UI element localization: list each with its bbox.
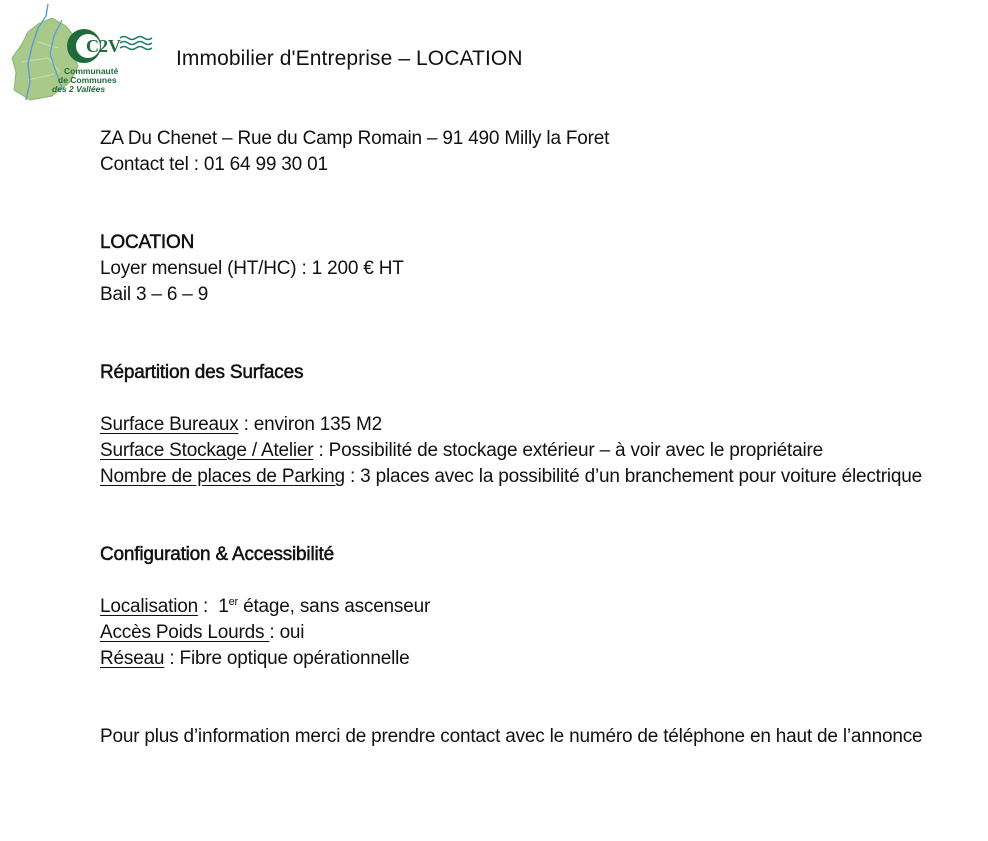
address: ZA Du Chenet – Rue du Camp Romain – 91 490 Milly la Foret bbox=[100, 128, 610, 149]
surface-office-value: : environ 135 M2 bbox=[238, 414, 382, 435]
svg-text:C2V: C2V bbox=[86, 36, 121, 56]
config-heading: Configuration & Accessibilité bbox=[100, 544, 334, 565]
cc2v-logo bbox=[8, 2, 160, 104]
surfaces-heading: Répartition des Surfaces bbox=[100, 362, 304, 383]
heavy-vehicle-access-value: : oui bbox=[269, 622, 305, 643]
svg-text:Communauté: Communauté bbox=[64, 66, 119, 76]
network bbox=[100, 646, 980, 672]
localisation-value-pre: : 1 bbox=[197, 596, 229, 617]
surface-office-label: Surface Bureaux bbox=[100, 414, 239, 435]
listing-content bbox=[100, 126, 980, 750]
network-value: : Fibre optique opérationnelle bbox=[164, 648, 410, 669]
parking-value: : 3 places avec la possibilité d’un branchement pour voiture électrique bbox=[344, 466, 922, 487]
svg-text:de Communes: de Communes bbox=[58, 75, 117, 85]
surface-office bbox=[100, 412, 980, 438]
logo-map-icon bbox=[8, 2, 160, 104]
monthly-rent: Loyer mensuel (HT/HC) : 1 200 € HT bbox=[100, 258, 404, 279]
contact-phone: Contact tel : 01 64 99 30 01 bbox=[100, 154, 328, 175]
localisation-label: Localisation bbox=[100, 596, 198, 617]
parking-label: Nombre de places de Parking bbox=[100, 466, 345, 487]
localisation bbox=[100, 594, 980, 620]
page-title: Immobilier d'Entreprise – LOCATION bbox=[176, 47, 523, 70]
surface-storage-label: Surface Stockage / Atelier bbox=[100, 440, 314, 461]
footer-note: Pour plus d’information merci de prendre contact avec le numéro de téléphone en haut de l’annonce bbox=[100, 726, 923, 747]
network-label: Réseau bbox=[100, 648, 165, 669]
surface-storage bbox=[100, 438, 980, 464]
surface-storage-value: : Possibilité de stockage extérieur – à voir avec le propriétaire bbox=[313, 440, 823, 461]
heavy-vehicle-access bbox=[100, 620, 980, 646]
location-heading: LOCATION bbox=[100, 232, 195, 253]
parking bbox=[100, 464, 970, 490]
lease-terms: Bail 3 – 6 – 9 bbox=[100, 284, 209, 305]
svg-text:des 2 Vallées: des 2 Vallées bbox=[52, 84, 106, 94]
localisation-value-post: étage, sans ascenseur bbox=[238, 596, 431, 617]
heavy-vehicle-access-label: Accès Poids Lourds bbox=[100, 622, 270, 643]
localisation-ordinal: er bbox=[228, 596, 239, 608]
